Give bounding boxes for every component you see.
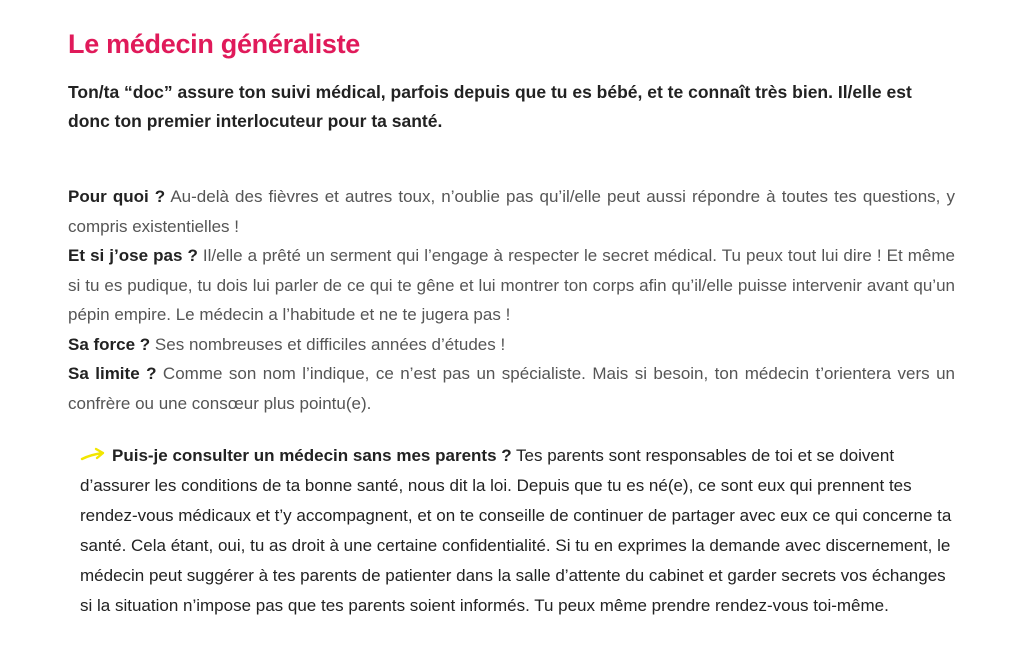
qa-answer: Il/elle a prêté un serment qui l’engage à respecter le secret médical. Tu peux tout lui dire ! Et même si tu es pudique, tu dois lui parler de ce qui te gêne et lui montrer ton corps afin qu’il/elle puisse intervenir avant qu’un pépin empire. Le médecin a l’habitude et ne te jugera pas ! — [68, 246, 955, 324]
qa-question: Sa force ? — [68, 334, 151, 354]
qa-item-sa-force — [68, 330, 955, 360]
callout-question: Puis-je consulter un médecin sans mes parents ? — [112, 446, 512, 465]
qa-item-pour-quoi — [68, 182, 955, 241]
qa-question: Et si j’ose pas ? — [68, 246, 198, 265]
qa-item-sa-limite — [68, 359, 955, 418]
qa-question: Sa limite ? — [68, 364, 157, 383]
intro-paragraph: Ton/ta “doc” assure ton suivi médical, parfois depuis que tu es bébé, et te connaît très bien. Il/elle est donc ton premier interlocuteur pour ta santé. — [68, 82, 912, 131]
qa-answer: Comme son nom l’indique, ce n’est pas un spécialiste. Mais si besoin, ton médecin t’orientera vers un confrère ou une consœur plus pointu(e). — [68, 364, 955, 413]
callout-answer: Tes parents sont responsables de toi et se doivent d’assurer les conditions de ta bonne santé, nous dit la loi. Depuis que tu es né(e), ce sont eux qui prennent tes rendez-vous médicaux et t’y accompagnent, et on te conseille de continuer de partager avec eux ce qui concerne ta santé. Cela étant, oui, tu as droit à une certaine confidentialité. Si tu en exprimes la demande avec discernement, le médecin peut suggérer à tes parents de patienter dans la salle d’attente du cabinet et garder secrets vos échanges si la situation n’impose pas que tes parents soient informés. Tu peux même prendre rendez-vous toi-même. — [80, 446, 952, 615]
qa-answer: Au-delà des fièvres et autres toux, n’oublie pas qu’il/elle peut aussi répondre à toutes tes questions, y compris existentielles ! — [68, 187, 955, 236]
qa-question: Pour quoi ? — [68, 187, 166, 206]
qa-item-et-si-jose-pas — [68, 241, 955, 330]
qa-section — [68, 182, 955, 418]
callout-paragraph — [80, 441, 955, 621]
qa-answer: Ses nombreuses et difficiles années d’études ! — [150, 334, 506, 354]
arrow-right-icon — [80, 447, 106, 463]
page-title: Le médecin généraliste — [68, 29, 361, 59]
